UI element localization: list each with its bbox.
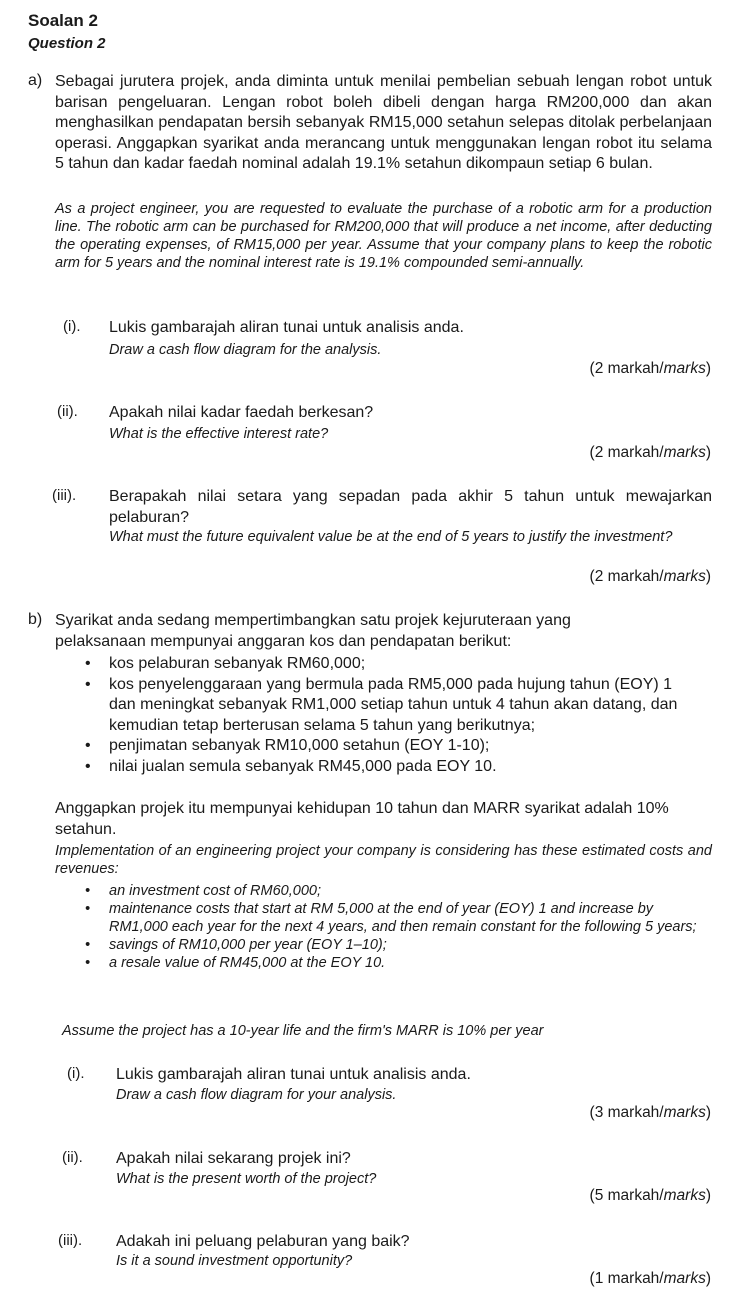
bullet-english-4: • a resale value of RM45,000 at the EOY 10. [85,954,700,972]
title-english: Question 2 [28,35,106,52]
part-b-bullets-malay [85,654,690,777]
bullet-malay-3: • penjimatan sebanyak RM10,000 setahun (EOY 1-10); [85,736,690,757]
part-a-text-english: As a project engineer, you are requested to evaluate the purchase of a robotic arm for a production line. The robotic arm can be purchased for RM200,000 that will produce a net income, after deducting the operating expenses, of RM15,000 per year. Assume that your company plans to keep the robotic arm for 5 years and the nominal interest rate is 19.1% compounded semi-annually. [55,201,712,271]
bullet-malay-1: • kos pelaburan sebanyak RM60,000; [85,654,690,675]
part-a-q2-malay: Apakah nilai kadar faedah berkesan? [109,404,374,421]
part-a-q1-marks: (2 markah/marks) [589,360,711,377]
bullet-malay-2: • kos penyelenggaraan yang bermula pada RM5,000 pada hujung tahun (EOY) 1 dan meningkat sebanyak RM1,000 setiap tahun untuk 4 tahun akan datang, dan kemudian tetap berterusan selama 5 tahun yang berikutnya; [85,675,690,737]
bullet-english-3: • savings of RM10,000 per year (EOY 1–10); [85,936,700,954]
part-a-q2-marks: (2 markah/marks) [589,444,711,461]
part-b-assume-english: Assume the project has a 10-year life and the firm's MARR is 10% per year [62,1023,544,1039]
part-b-q1-malay: Lukis gambarajah aliran tunai untuk analisis anda. [116,1066,471,1083]
part-b-q1-number: (i). [67,1065,85,1082]
part-a-q2-english: What is the effective interest rate? [109,426,329,442]
part-b-q3-marks: (1 markah/marks) [589,1270,711,1287]
part-a-q3-malay: Berapakah nilai setara yang sepadan pada akhir 5 tahun untuk mewajarkan pelaburan? [109,488,712,526]
bullet-english-1: • an investment cost of RM60,000; [85,882,700,900]
part-b-q3-malay: Adakah ini peluang pelaburan yang baik? [116,1233,410,1250]
part-b-q3-number: (iii). [58,1232,83,1249]
part-b-intro-english: Implementation of an engineering project your company is considering has these estimated costs and revenues: [55,843,712,877]
part-a-text-malay: Sebagai jurutera projek, anda diminta untuk menilai pembelian sebuah lengan robot untuk barisan pengeluaran. Lengan robot boleh dibeli dengan harga RM200,000 dan akan menghasilkan pendapatan bersih sebanyak RM15,000 setahun selepas ditolak perbelanjaan operasi. Anggapkan syarikat anda merancang untuk menggunakan lengan robot itu selama 5 tahun dan kadar faedah nominal adalah 19.1% setahun dikompaun setiap 6 bulan. [55,73,712,172]
part-a-label: a) [28,72,43,89]
part-b-assume-malay: Anggapkan projek itu mempunyai kehidupan 10 tahun dan MARR syarikat adalah 10% setahun. [55,800,669,838]
part-b-q3-english: Is it a sound investment opportunity? [116,1253,353,1269]
part-a-q3-english: What must the future equivalent value be at the end of 5 years to justify the investment? [109,529,673,545]
bullet-malay-4: • nilai jualan semula sebanyak RM45,000 pada EOY 10. [85,757,690,778]
part-a-q1-malay: Lukis gambarajah aliran tunai untuk analisis anda. [109,319,464,336]
part-b-q1-english: Draw a cash flow diagram for your analysis. [116,1087,397,1103]
part-b-label: b) [28,611,43,628]
part-a-q3-number: (iii). [52,487,77,504]
part-b-intro-malay: Syarikat anda sedang mempertimbangkan satu projek kejuruteraan yang pelaksanaan mempunyai anggaran kos dan pendapatan berikut: [55,612,571,650]
part-b-q2-malay: Apakah nilai sekarang projek ini? [116,1150,351,1167]
part-b-q1-marks: (3 markah/marks) [589,1104,711,1121]
part-a-q1-english: Draw a cash flow diagram for the analysis. [109,342,382,358]
part-a-q2-number: (ii). [57,403,78,420]
part-b-q2-number: (ii). [62,1149,83,1166]
part-b-q2-marks: (5 markah/marks) [589,1187,711,1204]
part-a-q3-marks: (2 markah/marks) [589,568,711,585]
part-a-q1-number: (i). [63,318,81,335]
part-b-q2-english: What is the present worth of the project? [116,1171,377,1187]
bullet-english-2: • maintenance costs that start at RM 5,000 at the end of year (EOY) 1 and increase by RM1,000 each year for the next 4 years, and then remain constant for the following 5 years; [85,900,700,936]
part-b-bullets-english [85,882,700,972]
title-malay: Soalan 2 [28,11,98,30]
